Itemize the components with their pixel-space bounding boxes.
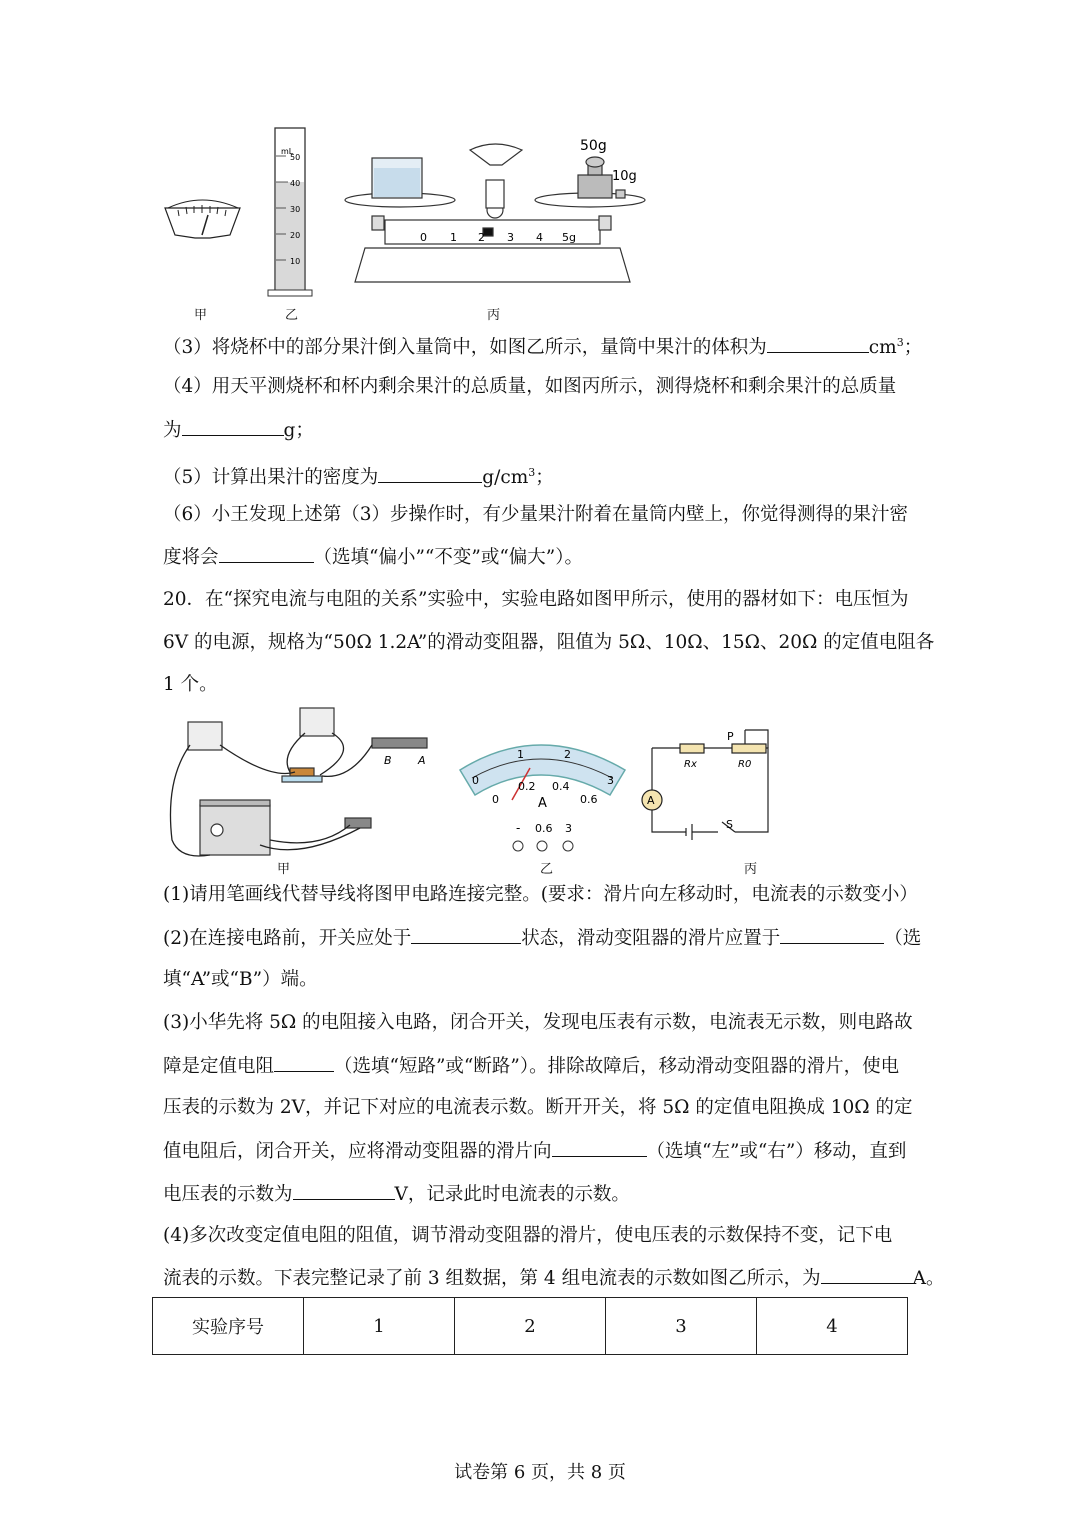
caption2-bing: 丙 xyxy=(744,862,758,877)
caption-yi: 乙 xyxy=(285,308,299,323)
q20-stem-line1: 20．在“探究电流与电阻的关系”实验中，实验电路如图甲所示，使用的器材如下：电压恒为 xyxy=(163,589,909,610)
q20-part1: (1)请用笔画线代替导线将图甲电路连接完整。(要求：滑片向左移动时，电流表的示数变小） xyxy=(163,884,918,905)
caption2-yi: 乙 xyxy=(540,862,554,877)
answer-blank-mass[interactable] xyxy=(182,417,284,436)
ammeter-top-1: 1 xyxy=(517,748,524,761)
q20-part2-line1: (2)在连接电路前，开关应处于 状态，滑动变阻器的滑片应置于 （选 xyxy=(163,925,921,952)
figure-circuit-experiment xyxy=(160,700,780,875)
ammeter-top-2: 2 xyxy=(564,748,571,761)
schematic-label-Rx: Rx xyxy=(684,759,697,770)
dial-jia xyxy=(165,200,240,238)
answer-blank-switch-state[interactable] xyxy=(411,925,521,944)
answer-blank-density-change[interactable] xyxy=(219,544,314,563)
q20-stem-line2: 6V 的电源，规格为“50Ω 1.2A”的滑动变阻器，阻值为 5Ω、10Ω、15Ω、20Ω 的定值电阻各 xyxy=(163,632,935,653)
schematic-label-S: S xyxy=(726,818,733,831)
caption-jia: 甲 xyxy=(194,308,208,323)
page-footer: 试卷第 6 页，共 8 页 xyxy=(454,1462,626,1483)
schematic-label-P: P xyxy=(727,730,734,743)
q20-part4-line1: (4)多次改变定值电阻的阻值，调节滑动变阻器的滑片，使电压表的示数保持不变，记下电 xyxy=(163,1225,893,1246)
caption2-jia: 甲 xyxy=(277,862,291,877)
cylinder-tick-40: 40 xyxy=(290,179,301,188)
scale-tick-0: 0 xyxy=(420,231,427,244)
ammeter-bottom-0: 0 xyxy=(492,793,499,806)
answer-blank-slider-end[interactable] xyxy=(780,925,884,944)
q20-part4-line2: 流表的示数。下表完整记录了前 3 组数据，第 4 组电流表的示数如图乙所示，为 A。 xyxy=(163,1265,944,1292)
table-header-cell: 实验序号 xyxy=(153,1298,304,1355)
table-cell: 2 xyxy=(455,1298,606,1355)
q19-part3: （3）将烧杯中的部分果汁倒入量筒中，如图乙所示，量筒中果汁的体积为 $cm^3$； xyxy=(163,336,923,359)
answer-blank-current[interactable] xyxy=(821,1265,913,1284)
q19-part5: （5）计算出果汁的密度为 $g/cm^3$； xyxy=(163,466,554,489)
experiment-table xyxy=(152,1297,908,1355)
weight-10g: 10g xyxy=(612,169,637,184)
answer-blank-direction[interactable] xyxy=(552,1138,647,1157)
cylinder-tick-10: 10 xyxy=(290,257,301,266)
table-cell: 1 xyxy=(304,1298,455,1355)
scale-tick-3: 3 xyxy=(507,231,514,244)
balance xyxy=(345,144,645,282)
caption-bing: 丙 xyxy=(487,308,501,323)
table-cell: 3 xyxy=(606,1298,757,1355)
apparatus-jia xyxy=(188,708,427,855)
ammeter-unit: A xyxy=(538,796,547,811)
ammeter-dial xyxy=(460,745,625,800)
scale-tick-5: 5g xyxy=(562,231,576,244)
q20-part2-line2: 填“A”或“B”）端。 xyxy=(163,969,318,990)
circuit-schematic xyxy=(642,730,768,840)
answer-blank-voltage[interactable] xyxy=(293,1181,395,1200)
rheostat-label-B: B xyxy=(384,754,392,767)
q20-part3-line4: 值电阻后，闭合开关，应将滑动变阻器的滑片向 （选填“左”或“右”）移动，直到 xyxy=(163,1138,906,1165)
scale-tick-4: 4 xyxy=(536,231,543,244)
weight-50g: 50g xyxy=(580,138,607,154)
rheostat-label-A: A xyxy=(418,754,426,767)
answer-blank-fault[interactable] xyxy=(274,1053,334,1072)
cylinder-tick-50: 50 xyxy=(290,153,301,162)
ammeter-terminal-neg: - xyxy=(516,821,521,835)
table-row xyxy=(153,1298,908,1355)
figure-balance-experiment xyxy=(150,120,670,330)
table-cell: 4 xyxy=(757,1298,908,1355)
scale-tick-2: 2 xyxy=(478,231,485,244)
q20-part3-line2: 障是定值电阻 （选填“短路”或“断路”）。排除故障后，移动滑动变阻器的滑片，使电 xyxy=(163,1053,899,1080)
ammeter-top-3: 3 xyxy=(607,774,614,787)
q19-part4-line1: （4）用天平测烧杯和杯内剩余果汁的总质量，如图丙所示，测得烧杯和剩余果汁的总质量 xyxy=(163,376,897,397)
schematic-ammeter-label: A xyxy=(647,794,655,807)
cylinder-tick-30: 30 xyxy=(290,205,301,214)
q20-part3-line5: 电压表的示数为 V，记录此时电流表的示数。 xyxy=(163,1181,630,1208)
scale-tick-1: 1 xyxy=(450,231,457,244)
schematic-label-R0: R0 xyxy=(738,759,752,770)
cylinder-unit: mL xyxy=(281,147,294,156)
q20-part3-line1: (3)小华先将 5Ω 的电阻接入电路，闭合开关，发现电压表有示数，电流表无示数，则电路故 xyxy=(163,1012,913,1033)
q19-part6-line1: （6）小王发现上述第（3）步操作时，有少量果汁附着在量筒内壁上，你觉得测得的果汁密 xyxy=(163,504,909,525)
ammeter-zero-top: 0 xyxy=(472,774,479,787)
q20-stem-line3: 1 个。 xyxy=(163,674,218,695)
ammeter-bottom-06: 0.6 xyxy=(580,793,598,806)
answer-blank-density[interactable] xyxy=(378,464,482,483)
cylinder-tick-20: 20 xyxy=(290,231,301,240)
q19-part6-line2: 度将会 （选填“偏小”“不变”或“偏大”）。 xyxy=(163,544,583,571)
ammeter-bottom-04: 0.4 xyxy=(552,780,570,793)
q20-part3-line3: 压表的示数为 2V，并记下对应的电流表示数。断开开关，将 5Ω 的定值电阻换成 10Ω 的定 xyxy=(163,1097,913,1118)
ammeter-terminal-06: 0.6 xyxy=(535,822,553,835)
ammeter-bottom-02: 0.2 xyxy=(518,780,536,793)
answer-blank-volume[interactable] xyxy=(767,334,869,353)
ammeter-terminal-3: 3 xyxy=(565,822,572,835)
q19-part4-line2: 为 g； xyxy=(163,417,314,444)
